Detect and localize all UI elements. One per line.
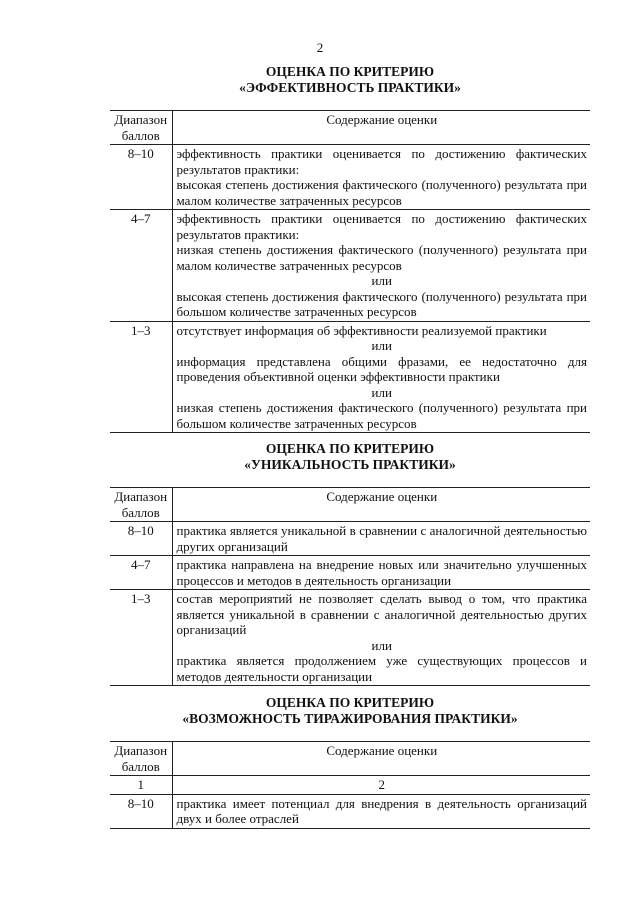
assessment-text: информация представлена общими фразами, ее недостаточно для проведения объективной оценки эффективности практики [176, 353, 587, 384]
table-row [110, 556, 590, 590]
heading-line: ОЦЕНКА ПО КРИТЕРИЮ [265, 64, 435, 79]
or-separator: или [371, 384, 392, 400]
assessment-content [172, 145, 590, 210]
heading-line: «ВОЗМОЖНОСТЬ ТИРАЖИРОВАНИЯ ПРАКТИКИ» [182, 711, 518, 726]
criteria-table-effectiveness [110, 110, 590, 433]
table-header-row [110, 488, 590, 522]
col-header-content: Содержание оценки [172, 742, 590, 776]
heading-line: «УНИКАЛЬНОСТЬ ПРАКТИКИ» [244, 457, 456, 472]
score-range: 1–3 [110, 590, 172, 686]
table-header-row [110, 111, 590, 145]
or-separator: или [371, 637, 392, 653]
col-header-content: Содержание оценки [172, 111, 590, 145]
assessment-text: отсутствует информация об эффективности реализуемой практики [176, 322, 547, 338]
assessment-text: практика имеет потенциал для внедрения в деятельность организаций двух и более отраслей [176, 795, 587, 826]
col-header-range: Диапазон баллов [110, 111, 172, 145]
section-heading-effectiveness [100, 64, 600, 96]
assessment-content [172, 522, 590, 556]
assessment-text: практика является уникальной в сравнении с аналогичной деятельностью других организаций [176, 523, 587, 554]
section-heading-replicability [100, 695, 600, 727]
assessment-text: высокая степень достижения фактического (полученного) результата при малом количестве затраченных ресурсов [176, 177, 587, 208]
assessment-content [172, 556, 590, 590]
assessment-text: практика является продолжением уже существующих процессов и методов деятельности организации [176, 653, 587, 684]
score-range: 4–7 [110, 210, 172, 322]
score-range: 8–10 [110, 522, 172, 556]
assessment-content [172, 590, 590, 686]
table-header-row [110, 742, 590, 776]
assessment-text: низкая степень достижения фактического (полученного) результата при большом количестве затраченных ресурсов [176, 400, 587, 431]
criteria-table-replicability [110, 741, 590, 829]
col-header-content: Содержание оценки [172, 488, 590, 522]
table-row [110, 210, 590, 322]
assessment-text: высокая степень достижения фактического (полученного) результата при большом количестве затраченных ресурсов [176, 288, 587, 319]
score-range: 1–3 [110, 321, 172, 433]
assessment-content [172, 210, 590, 322]
assessment-text: низкая степень достижения фактического (полученного) результата при малом количестве затраченных ресурсов [176, 242, 587, 273]
or-separator: или [371, 338, 392, 353]
heading-line: ОЦЕНКА ПО КРИТЕРИЮ [265, 441, 435, 456]
col-header-range: Диапазон баллов [110, 742, 172, 776]
column-number: 2 [172, 776, 590, 795]
criteria-table-uniqueness [110, 487, 590, 686]
assessment-content [172, 321, 590, 433]
table-row [110, 321, 590, 433]
assessment-text: состав мероприятий не позволяет сделать вывод о том, что практика является уникальной в сравнении с аналогичной деятельностью других организаций [176, 591, 587, 637]
col-header-range: Диапазон баллов [110, 488, 172, 522]
assessment-content [172, 794, 590, 828]
assessment-text: эффективность практики оценивается по достижению фактических результатов практики: [176, 211, 587, 242]
column-number-row [110, 776, 590, 795]
heading-line: «ЭФФЕКТИВНОСТЬ ПРАКТИКИ» [239, 80, 461, 95]
score-range: 8–10 [110, 145, 172, 210]
table-row [110, 590, 590, 686]
score-range: 4–7 [110, 556, 172, 590]
assessment-text: эффективность практики оценивается по достижению фактических результатов практики: [176, 146, 587, 177]
score-range: 8–10 [110, 794, 172, 828]
heading-line: ОЦЕНКА ПО КРИТЕРИЮ [265, 695, 435, 710]
assessment-text: практика направлена на внедрение новых или значительно улучшенных процессов и методов в деятельность организации [176, 557, 587, 588]
table-row [110, 794, 590, 828]
or-separator: или [371, 273, 392, 288]
section-heading-uniqueness [100, 441, 600, 473]
page-number: 2 [316, 40, 324, 55]
table-row [110, 522, 590, 556]
column-number: 1 [110, 776, 172, 795]
table-row [110, 145, 590, 210]
